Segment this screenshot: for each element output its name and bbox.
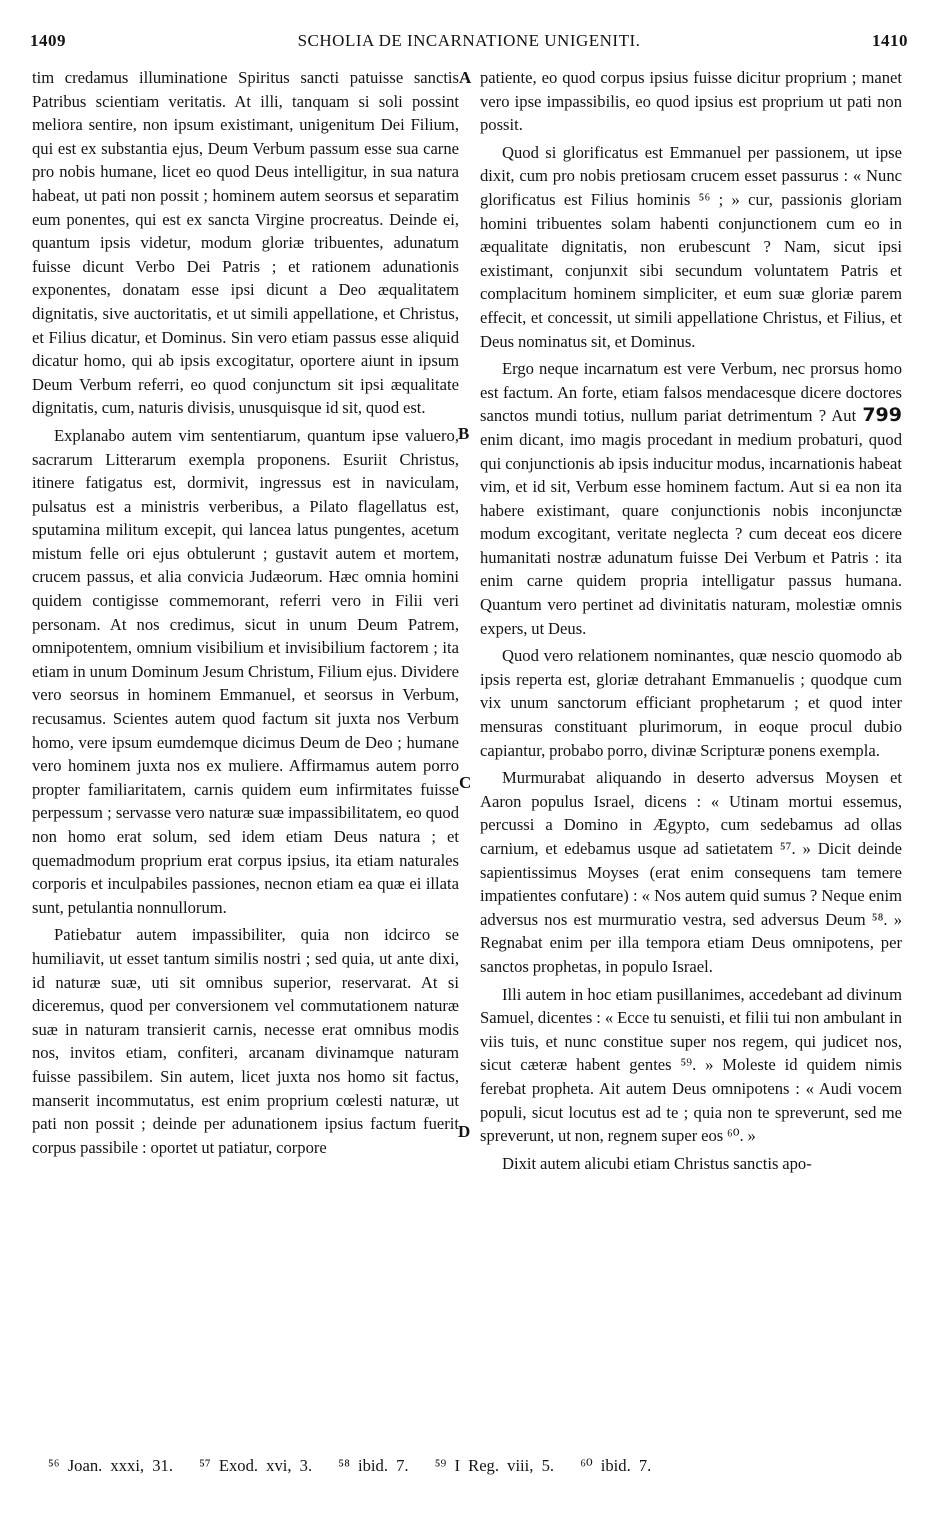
right-column [480,66,902,1175]
margin-marker-b: B [458,424,470,443]
page-number-right: 1410 [872,31,908,50]
right-paragraph-3-part-b: enim dicant, imo magis procedant in medium probaturi, quod qui conjunctionis ab ipsis inducitur modus, incarnationis habeat vim, et id sit, Verbum esse hominem factum. Aut si ea non ita habere existimant, quare conjunctionis nobis inconjunctæ modum excogitant, veritate neglecta ? cum deceat eos dicere humanitati nostræ adunatum fuisse Dei Verbum et Patris : ita enim carne quidem propria intelligatur passus humana. Quantum vero pertinet ad divinitatis naturam, molestiæ omnis expers, ut Deus. [480,429,902,638]
margin-marker-d: D [458,1122,471,1141]
footnote-57: ⁵⁷ Exod. xvi, 3. [199,1456,313,1475]
right-paragraph-3 [480,357,902,640]
right-paragraph-5: Murmurabat aliquando in deserto adversus Moysen et Aaron populus Israel, dicens : « Utinam mortui essemus, percussi a Domino in Ægypto, cum sedebamus ad ollas carnium, et edebamus usque ad satietatem ⁵⁷. » Dicit deinde sapientissimus Moyses (erat enim consequens tam temere impatientes confutare) : « Nos autem quid sumus ? Neque enim adversus nos est murmuratio vestra, sed adversus Deum ⁵⁸. » Regnabat enim per illa tempora etiam Deus omnipotens, per sanctos prophetas, in populo Israel. [480,768,902,976]
footnote-56: ⁵⁶ Joan. xxxi, 31. [48,1456,173,1475]
page-header [30,31,908,57]
footnote-59: ⁵⁹ I Reg. viii, 5. [434,1456,555,1475]
column-number: 799 [862,404,902,427]
margin-marker-a: A [459,68,472,87]
footnotes [48,1456,908,1476]
running-title: SCHOLIA DE INCARNATIONE UNIGENITI. [297,31,641,50]
right-paragraph-3-part-a: Ergo neque incarnatum est vere Verbum, nec prorsus homo est factum. An forte, etiam falsos mendacesque dicere doctores sanctos mundi totius, nullum pariat detrimentum ? Aut [480,359,902,426]
right-paragraph-2: Quod si glorificatus est Emmanuel per passionem, ut ipse dixit, cum pro nobis pretiosam crucem esset passurus : « Nunc glorificatus est Filius hominis ⁵⁶ ; » cur, passionis gloriam homini tribuentes solam habenti conjunctionem cum eo in æqualitate dignitatis, non erubescunt ? Nam, sicut ipsi existimant, conjunxit sibi secundum voluntatem Patris et complacitum hominem simpliciter, et eum suæ gloriæ parem effecit, et concessit, ut simili appellatione Christus, et Filius, et Deus nominatus sit, et Dominus. [480,142,902,351]
footnote-58: ⁵⁸ ibid. 7. [338,1456,409,1475]
left-paragraph-1: tim credamus illuminatione Spiritus sancti patuisse sanctis Patribus scientiam veritatis. At illi, tanquam si soli possint meliora sentire, non ipsum existimant, unigenitum Dei Filium, qui est ex substantia ejus, Deum Verbum passum esse sua carne pro nobis humane, licet eo quod Deus intelligitur, in sua natura habeat, ut pati non possit ; hominem autem seorsus et separatim eum ponentes, qui est ex sancta Virgine procreatus. Deinde ei, quantum ipsis videtur, modum gloriæ tribuentes, adunatum fuisse dicunt Verbo Dei Patris ; et rationem adunationis exponentes, donatam esse ipsi dicunt a Deo æqualitatem dignitatis, sive auctoritatis, et ut simili appellatione, et Christus, et Filius dicatur, et Dominus. Sin vero etiam passus esse aliquid dicatur homo, qui ab ipsis excogitatur, oportere aiunt in ipsum Deum Verbum referri, eo quod conjunctum sit ipsi æqualitate dignitatis, cum, naturis divisis, unusquisque id sit, quod est. [32,68,459,418]
left-paragraph-2: Explanabo autem vim sententiarum, quantum ipse valuero, sacrarum Litterarum exempla proponens. Esuriit Christus, itinere fatigatus est, dormivit, ingressus est in naviculam, pulsatus est a ministris verberibus, a Pilato flagellatus est, sputamina militum excepit, qui lancea latus pungentes, acetum mistum felle ori ejus obtulerunt ; gustavit autem et mortem, crucem passus, et alia convicia Judæorum. Hæc omnia homini quidem contigisse commemorant, referri vero in Filii veri personam. At nos credimus, sicut in unum Deum Patrem, omnipotentem, omnium visibilium et invisibilium factorem ; ita etiam in unum Dominum Jesum Christum, Filium ejus. Dividere vero seorsus in hominem Emmanuel, et seorsus in Verbum, recusamus. Scientes autem quod factum sit juxta nos Verbum homo, vere ipsum eumdemque dicimus Deum de Deo ; humane vero hominem juxta nos ex muliere. Affirmamus autem porro propter familiaritatem, carnis quidem eum infirmitates fuisse perpessum ; servasse vero naturæ suæ impassibilitatem, eo quod non homo erat solum, sed idem etiam Deus natura ; et quemadmodum proprium erat corpus ipsius, ita etiam naturales corporis et inculpabiles passiones, necnon etiam ea quæ ei illata sunt, petulantia nonnullorum. [32,425,459,917]
right-paragraph-4: Quod vero relationem nominantes, quæ nescio quomodo ab ipsis reperta est, gloriæ detrahant Emmanuelis ; quodque cum vix unum sanctorum efficiant prophetarum ; et quod inter mensuras constituant plurimorum, in eoque procul dubio capiantur, probabo porro, divinæ Scripturæ ponens exempla. [480,646,902,760]
margin-marker-c: C [459,773,472,792]
right-paragraph-6: Illi autem in hoc etiam pusillanimes, accedebant ad divinum Samuel, dicentes : « Ecce tu senuisti, et filii tui non ambulant in viis tuis, et nunc constitue super nos regem, qui judicet nos, sicut cæteræ habent gentes ⁵⁹. » Moleste id quidem nimis ferebat propheta. Ait autem Deus omnipotens : « Audi vocem populi, sicut locutus est ad te ; quia non te spreverunt, sed me spreverunt, ut non, regnem super eos ⁶⁰. » [480,984,902,1146]
right-paragraph-1: patiente, eo quod corpus ipsius fuisse dicitur proprium ; manet vero ipse impassibilis, eo quod ipsius est proprium ut pati non possit. [480,68,902,135]
right-paragraph-7: Dixit autem alicubi etiam Christus sanctis apo- [502,1153,812,1173]
left-paragraph-3: Patiebatur autem impassibiliter, quia non idcirco se humiliavit, ut esset tantum similis nostri ; sed quia, ut ante dixi, id naturæ suæ, uti sit omnibus superior, reservarat. At si diceremus, quod per conversionem vel commutationem naturæ suæ in naturam transierit carnis, necesse erat omnibus modis nos, invitos etiam, confiteri, arcanam divinamque naturam fuisse passibilem. Sin autem, licet juxta nos homo sit factus, manserit incommutatus, est enim proprium cœlesti naturæ, ut pati non possit ; deinde per adunationem ipsius factum fuerit corpus passibile : oportet ut patiatur, corpore [32,925,459,1157]
footnote-60: ⁶⁰ ibid. 7. [580,1456,652,1475]
page-number-left: 1409 [30,31,66,50]
left-column [32,66,459,1159]
